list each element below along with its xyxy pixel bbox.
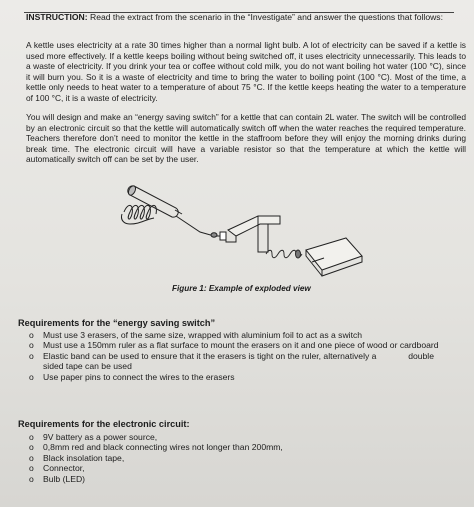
bullet-icon: o bbox=[29, 452, 34, 463]
instruction-text: Read the extract from the scenario in the “Investigate” and answer the questions that follows: bbox=[89, 12, 443, 22]
item-trailing-word: double bbox=[408, 350, 434, 361]
list-item: o Bulb (LED) bbox=[29, 473, 86, 484]
list-item: o Must use 3 erasers, of the same size, wrapped with aluminium foil to act as a switch bbox=[29, 330, 363, 340]
figure-caption: Figure 1: Example of exploded view bbox=[172, 284, 311, 293]
bullet-icon: o bbox=[29, 330, 34, 340]
exploded-view-figure bbox=[110, 172, 370, 290]
base-wedge-drawing bbox=[306, 238, 362, 276]
instruction bbox=[26, 12, 466, 23]
spring-drawing bbox=[266, 250, 302, 258]
bullet-icon: o bbox=[29, 463, 34, 474]
list-item: o Black insolation tape, bbox=[29, 452, 125, 463]
battery-drawing bbox=[127, 185, 182, 217]
list-item: o 9V battery as a power source, bbox=[29, 432, 158, 442]
bullet-icon: o bbox=[29, 473, 34, 484]
switch-requirements-heading: Requirements for the “energy saving switch” bbox=[18, 318, 216, 328]
bullet-icon: o bbox=[29, 340, 34, 351]
instruction-label: INSTRUCTION: bbox=[26, 12, 88, 22]
circuit-requirements-list bbox=[26, 432, 326, 484]
list-item: o Use paper pins to connect the wires to the erasers bbox=[29, 371, 235, 382]
circuit-requirements-heading: Requirements for the electronic circuit: bbox=[18, 419, 190, 429]
list-item: o 0,8mm red and black connecting wires not longer than 200mm, bbox=[29, 442, 283, 453]
switch-requirements-list bbox=[26, 330, 446, 382]
list-item: o Connector, bbox=[29, 463, 85, 474]
bullet-icon: o bbox=[29, 371, 34, 382]
list-item: o Elastic band can be used to ensure that it the erasers is tight on the ruler, alternatively a double sided tape can be used bbox=[29, 350, 434, 372]
bullet-icon: o bbox=[29, 350, 34, 361]
scenario-paragraph-2: You will design and make an “energy saving switch” for a kettle that can contain 2L water. The switch will be controlled by an electronic circuit so that the kettle will automatically switch off when the water reaches the required temperature. Teachers therefore don’t need to monitor the kettle in the staffroom before they will enjoy the morning drinks during break time. The electronic circuit will have a variable resistor so that the temperature at which the kettle will automatically switch off can be set by the user. bbox=[26, 112, 466, 165]
list-item: o Must use a 150mm ruler as a flat surface to mount the erasers on it and one piece of wood or cardboard bbox=[29, 340, 439, 351]
scenario-paragraph-1: A kettle uses electricity at a rate 30 times higher than a normal light bulb. A lot of electricity can be saved if a kettle is used more effectively. If a kettle keeps boiling without being switched off, it uses electricity unnecessarily. This leads to a waste of electricity. If you drink your tea or coffee without cold milk, you do not want boiling hot water (100 °C), since it will burn you. So it is a waste of electricity and time to bring the water to boiling point (100 °C). Most of the time, a kettle only needs to heat water to a temperature of about 75 °C. If the kettle keeps heating the water to a temperature of 100 °C, it is a waste of electricity. bbox=[26, 40, 466, 103]
item-continuation: sided tape can be used bbox=[43, 361, 132, 372]
switch-clip-drawing bbox=[220, 216, 280, 252]
bullet-icon: o bbox=[29, 442, 34, 453]
bullet-icon: o bbox=[29, 432, 34, 442]
